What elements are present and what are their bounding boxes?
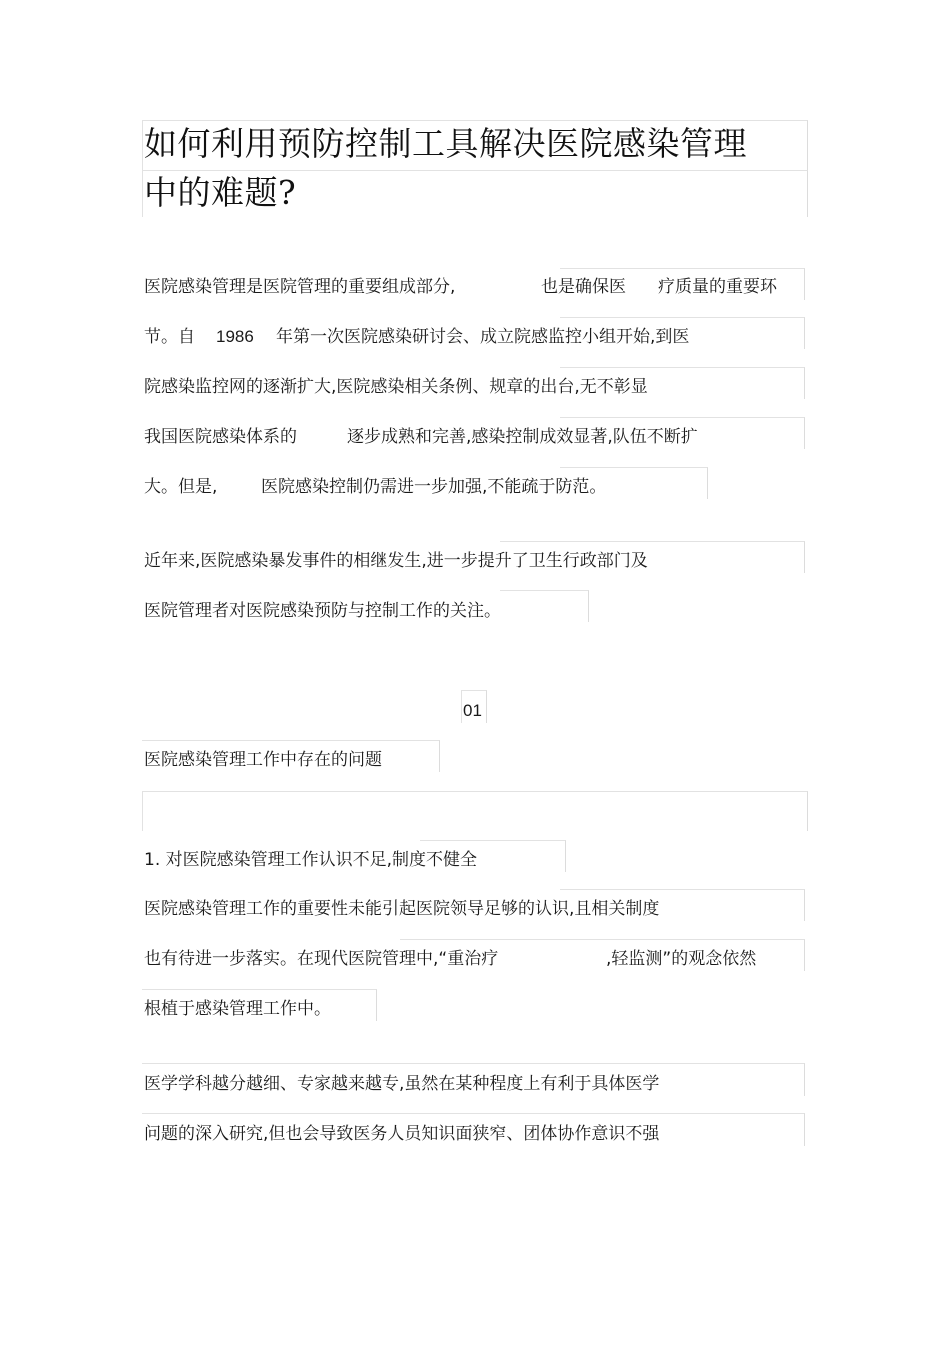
section-heading: 医院感染管理工作中存在的问题: [144, 750, 382, 770]
intro-line-1: [144, 275, 804, 299]
point1-heading: 1. 对医院感染管理工作认识不足,制度不健全: [144, 850, 478, 870]
intro-line-2: [144, 325, 804, 349]
intro-line-4: [144, 425, 804, 449]
para2-line-2: 医院管理者对医院感染预防与控制工作的关注。: [144, 601, 501, 621]
point1-line-2: [144, 947, 804, 971]
intro-line-5: [144, 475, 704, 499]
section-number: 01: [463, 701, 482, 720]
row-cell: [500, 590, 589, 622]
intro-text: 疗质量的重要环: [658, 277, 777, 297]
spacer-box: [142, 791, 808, 831]
intro-text: 医院感染管理是医院管理的重要组成部分,: [144, 277, 456, 297]
para3-line-1: 医学学科越分越细、专家越来越专,虽然在某种程度上有利于具体医学: [144, 1074, 660, 1094]
intro-text: 逐步成熟和完善,感染控制成效显著,队伍不断扩: [347, 427, 698, 447]
point1-line-1: 医院感染管理工作的重要性未能引起医院领导足够的认识,且相关制度: [144, 899, 660, 919]
point1-text: 也有待进一步落实。在现代医院管理中,“重治疗: [144, 949, 499, 969]
para2-line-1: 近年来,医院感染暴发事件的相继发生,进一步提升了卫生行政部门及: [144, 551, 648, 571]
para3-line-2: 问题的深入研究,但也会导致医务人员知识面狭窄、团体协作意识不强: [144, 1124, 660, 1144]
intro-text: 也是确保医: [541, 277, 626, 297]
page-title-line-2: 中的难题?: [144, 173, 297, 212]
year-number: 1986: [216, 327, 254, 346]
point1-text: ,轻监测”的观念依然: [606, 949, 757, 969]
intro-text: 我国医院感染体系的: [144, 427, 297, 447]
intro-line-3: 院感染监控网的逐渐扩大,医院感染相关条例、规章的出台,无不彰显: [144, 377, 648, 397]
point1-line-3: 根植于感染管理工作中。: [144, 999, 331, 1019]
intro-text: 大。但是,: [144, 477, 218, 497]
intro-text: 年第一次医院感染研讨会、成立院感监控小组开始,到医: [276, 327, 690, 347]
page-title-line-1: 如何利用预防控制工具解决医院感染管理: [144, 124, 747, 163]
intro-text: 医院感染控制仍需进一步加强,不能疏于防范。: [261, 477, 607, 497]
intro-text: 节。自: [144, 327, 195, 347]
